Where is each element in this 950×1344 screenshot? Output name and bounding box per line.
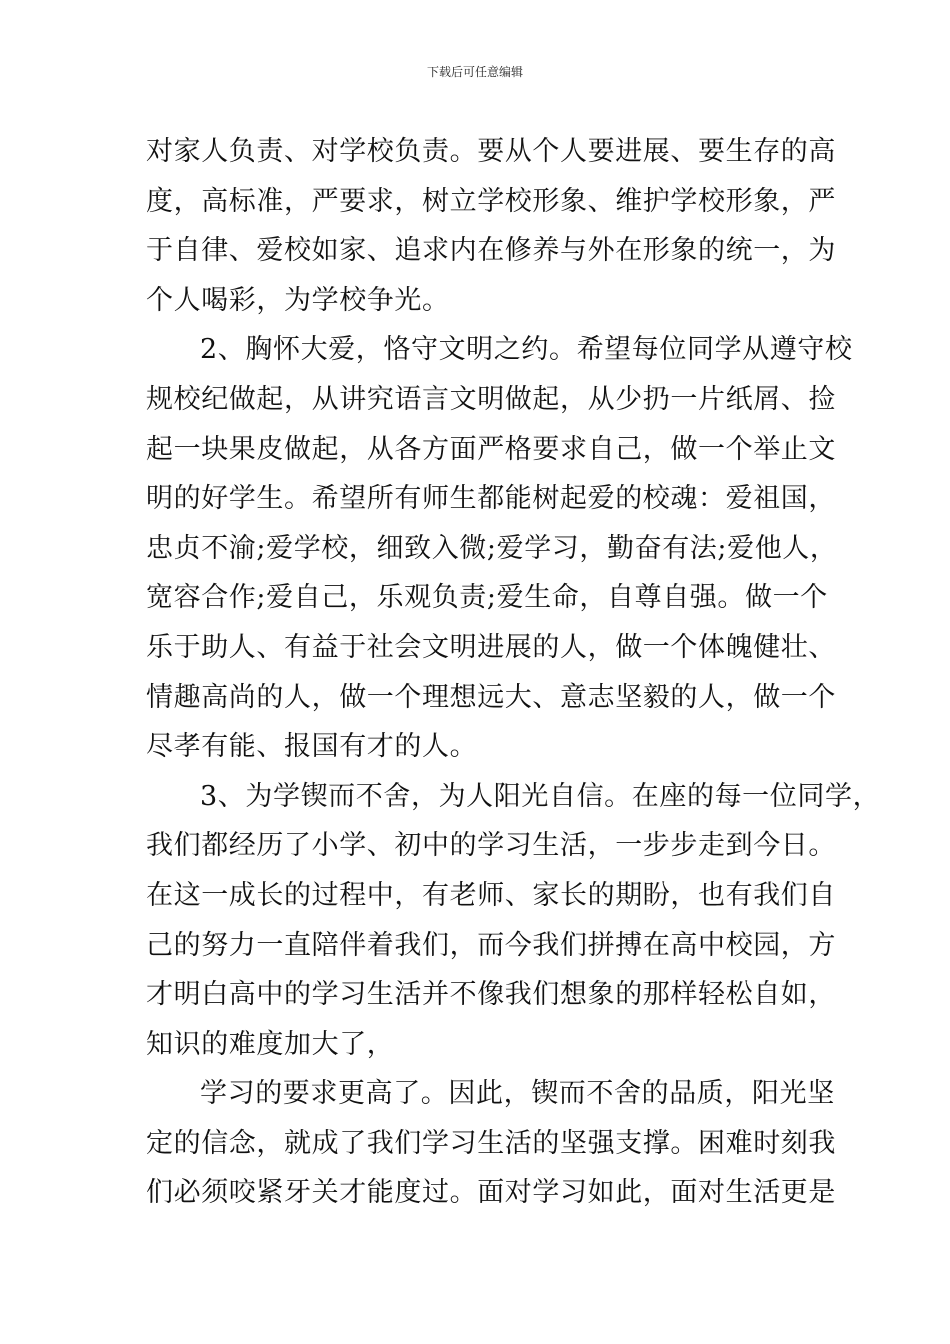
paragraph-start-line: 学习的要求更高了。因此，锲而不舍的品质，阳光坚 <box>200 1078 835 1110</box>
text-line: 定的信念，就成了我们学习生活的坚强支撑。困难时刻我 <box>146 1127 836 1159</box>
text-line: 忠贞不渝;爱学校，细致入微;爱学习，勤奋有法;爱他人， <box>146 532 838 564</box>
text-line: 宽容合作;爱自己，乐观负责;爱生命，自尊自强。做一个 <box>146 582 828 614</box>
text-line: 明的好学生。希望所有师生都能树起爱的校魂：爱祖国， <box>146 483 836 515</box>
text-line: 个人喝彩，为学校争光。 <box>146 284 450 316</box>
page-header: 下载后可任意编辑 <box>426 65 523 79</box>
text-line: 乐于助人、有益于社会文明进展的人，做一个体魄健壮、 <box>146 631 836 663</box>
text-line: 起一块果皮做起，从各方面严格要求自己，做一个举止文 <box>146 433 836 465</box>
text-line: 对家人负责、对学校负责。要从个人要进展、要生存的高 <box>146 136 836 167</box>
document-body <box>146 127 881 1218</box>
text-line: 度，高标准，严要求，树立学校形象、维护学校形象，严 <box>146 185 836 217</box>
text-line: 己的努力一直陪伴着我们，而今我们拼搏在高中校园，方 <box>146 929 836 961</box>
text-line: 于自律、爱校如家、追求内在修养与外在形象的统一，为 <box>146 235 836 267</box>
text-line: 们必须咬紧牙关才能度过。面对学习如此，面对生活更是 <box>146 1177 836 1209</box>
text-line: 尽孝有能、报国有才的人。 <box>146 731 478 763</box>
text-line: 知识的难度加大了， <box>146 1028 395 1060</box>
text-line: 在这一成长的过程中，有老师、家长的期盼，也有我们自 <box>146 879 836 911</box>
text-line: 情趣高尚的人，做一个理想远大、意志坚毅的人，做一个 <box>146 681 836 713</box>
paragraph-start-line: 2、胸怀大爱，恪守文明之约。希望每位同学从遵守校 <box>200 334 853 366</box>
text-line: 才明白高中的学习生活并不像我们想象的那样轻松自如， <box>146 979 836 1011</box>
text-line: 规校纪做起，从讲究语言文明做起，从少扔一片纸屑、捡 <box>146 383 836 415</box>
text-line: 我们都经历了小学、初中的学习生活，一步步走到今日。 <box>146 830 836 862</box>
paragraph-start-line: 3、为学锲而不舍，为人阳光自信。在座的每一位同学， <box>200 780 881 812</box>
